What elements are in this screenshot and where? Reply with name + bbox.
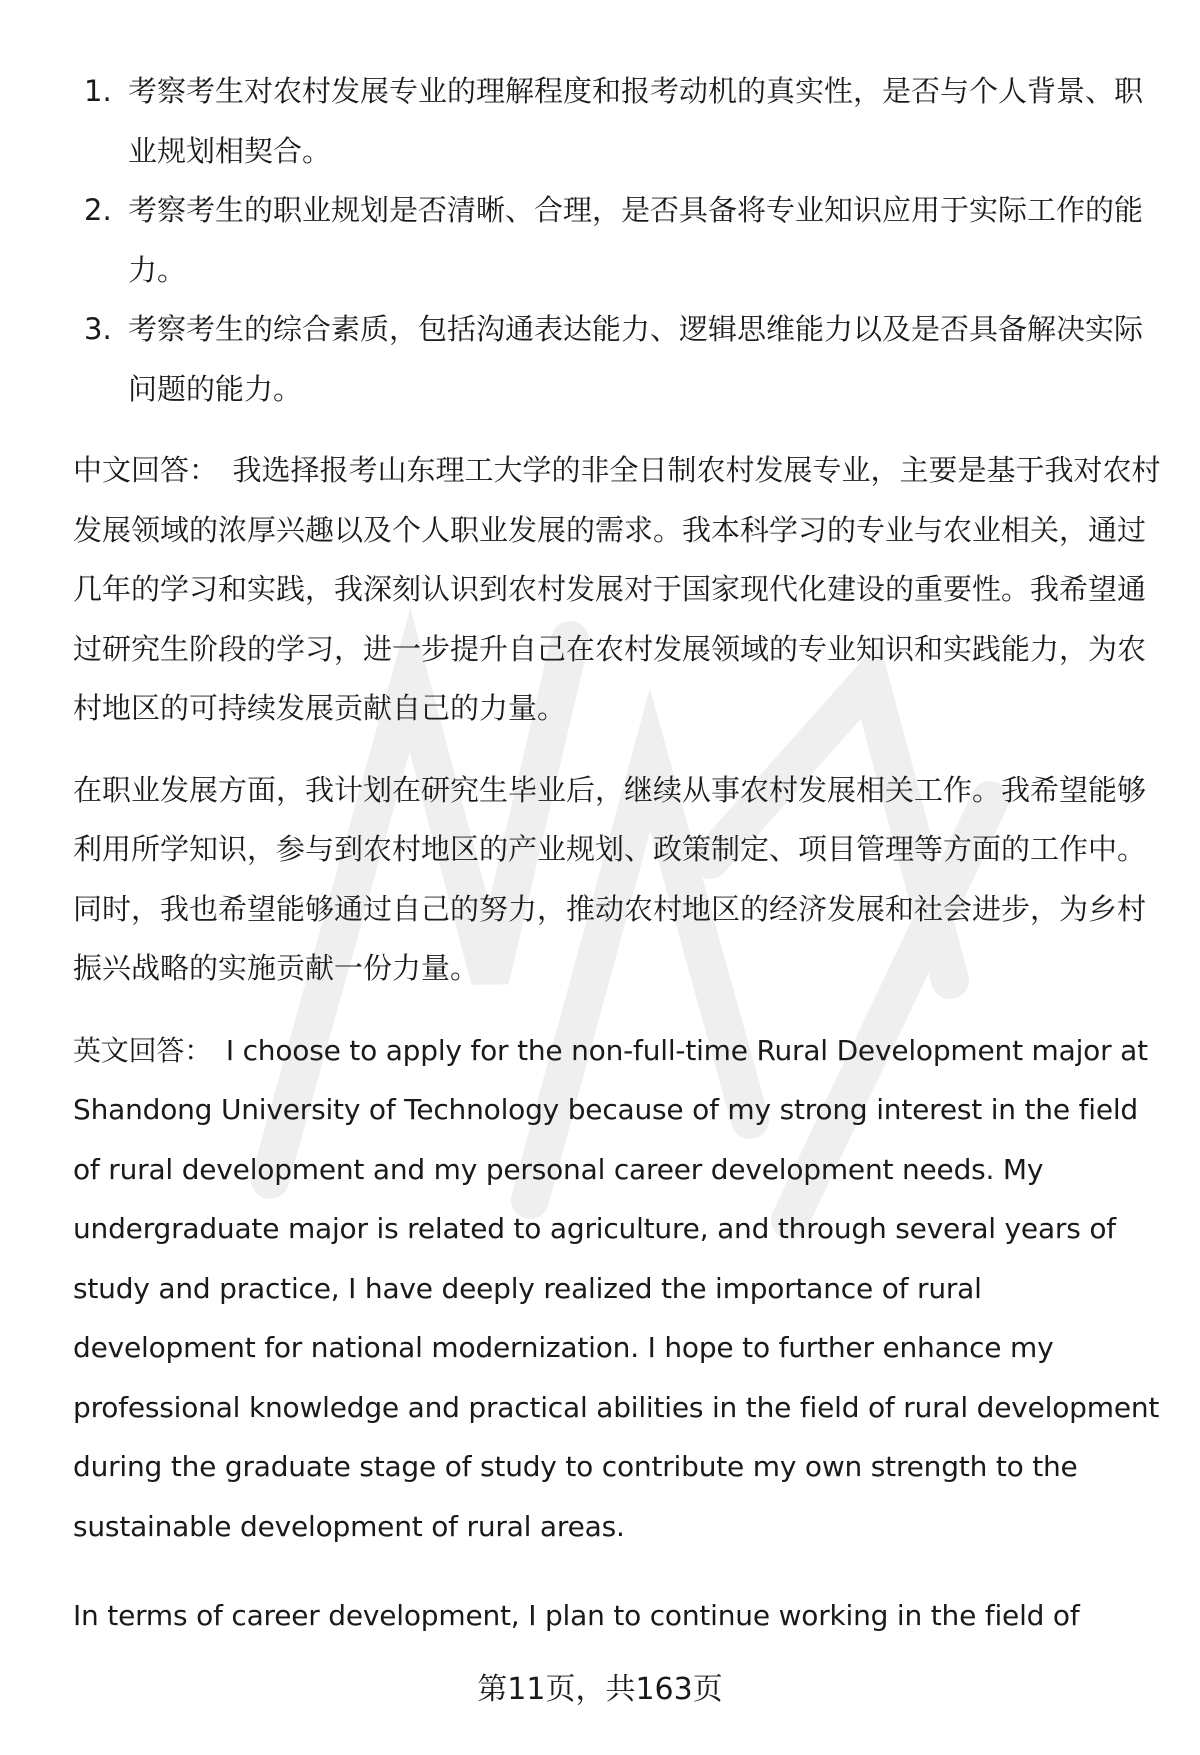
criteria-item — [73, 62, 1161, 181]
criteria-number: 3. — [84, 312, 112, 346]
criteria-text: 考察考生对农村发展专业的理解程度和报考动机的真实性，是否与个人背景、职业规划相契合。 — [128, 74, 1144, 168]
english-answer-label: 英文回答： — [73, 1033, 213, 1067]
criteria-number: 2. — [84, 193, 112, 227]
chinese-answer-text-2: 在职业发展方面，我计划在研究生毕业后，继续从事农村发展相关工作。我希望能够利用所学知识，参与到农村地区的产业规划、政策制定、项目管理等方面的工作中。同时，我也希望能够通过自己的努力，推动农村地区的经济发展和社会进步，为乡村振兴战略的实施贡献一份力量。 — [73, 772, 1147, 985]
chinese-answer-paragraph-2 — [73, 761, 1161, 999]
criteria-item — [73, 300, 1161, 419]
document-content — [73, 62, 1161, 1646]
page-number-footer: 第11页，共163页 — [477, 1672, 723, 1707]
criteria-text: 考察考生的职业规划是否清晰、合理，是否具备将专业知识应用于实际工作的能力。 — [128, 193, 1144, 287]
criteria-item — [73, 181, 1161, 300]
chinese-answer-text-1: 我选择报考山东理工大学的非全日制农村发展专业，主要是基于我对农村发展领域的浓厚兴趣以及个人职业发展的需求。我本科学习的专业与农业相关，通过几年的学习和实践，我深刻认识到农村发展对于国家现代化建设的重要性。我希望通过研究生阶段的学习，进一步提升自己在农村发展领域的专业知识和实践能力，为农村地区的可持续发展贡献自己的力量。 — [73, 453, 1161, 725]
english-answer-paragraph-1 — [73, 1021, 1161, 1557]
criteria-number: 1. — [84, 74, 112, 108]
chinese-answer-paragraph-1 — [73, 441, 1161, 739]
evaluation-criteria-list — [73, 62, 1161, 419]
english-answer-text-2: In terms of career development, I plan to continue working in the field of — [73, 1599, 1080, 1632]
criteria-text: 考察考生的综合素质，包括沟通表达能力、逻辑思维能力以及是否具备解决实际问题的能力。 — [128, 312, 1144, 406]
chinese-answer-label: 中文回答： — [73, 453, 219, 487]
english-answer-text-1: I choose to apply for the non-full-time Rural Development major at Shandong University of Technology because of my strong interest in the field of rural development and my personal career development needs. My undergraduate major is related to agriculture, and through several years of study and practice, I have deeply realized the importance of rural development for national modernization. I hope to further enhance my professional knowledge and practical abilities in the field of rural development during the graduate stage of study to contribute my own strength to the sustainable development of rural areas. — [73, 1033, 1160, 1543]
english-answer-paragraph-2 — [73, 1586, 1161, 1646]
